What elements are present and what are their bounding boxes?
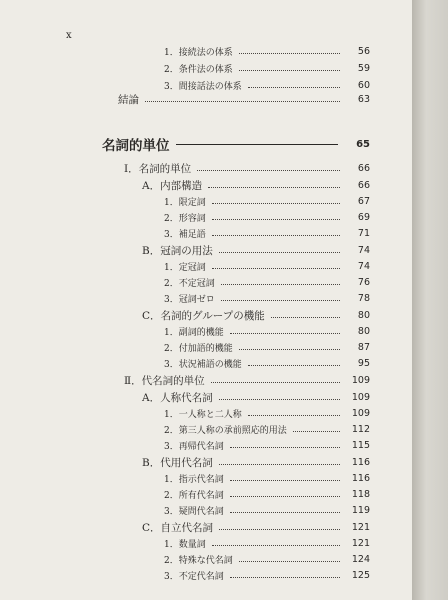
toc-label: 1．数量詞 bbox=[164, 539, 206, 550]
toc-label: 3．不定代名詞 bbox=[164, 571, 224, 582]
toc-page: 109 bbox=[351, 374, 370, 386]
toc-label: 2．特殊な代名詞 bbox=[164, 555, 233, 566]
toc-page: 63 bbox=[357, 93, 370, 105]
toc-entry bbox=[164, 471, 370, 485]
toc-label: A．内部構造 bbox=[142, 179, 203, 192]
toc-label: 2．形容詞 bbox=[164, 213, 206, 224]
toc-page: 121 bbox=[351, 537, 370, 549]
toc-page: 87 bbox=[357, 341, 370, 353]
toc-page: 121 bbox=[351, 521, 370, 533]
toc-entry bbox=[164, 226, 370, 240]
leader-dots bbox=[197, 170, 340, 171]
toc-page: 80 bbox=[357, 309, 370, 321]
toc-label: 1．限定詞 bbox=[164, 197, 206, 208]
leader-dots bbox=[230, 577, 340, 578]
leader-dots bbox=[221, 300, 340, 301]
toc-page: 109 bbox=[351, 407, 370, 419]
leader-dots bbox=[221, 284, 340, 285]
toc-label: 結論 bbox=[118, 93, 139, 106]
leader-dots bbox=[219, 252, 340, 253]
toc-entry bbox=[164, 536, 370, 550]
toc-page: 115 bbox=[351, 439, 370, 451]
toc-entry bbox=[164, 438, 370, 452]
toc-page: 74 bbox=[357, 244, 370, 256]
leader-dots bbox=[219, 529, 340, 530]
leader-dots bbox=[271, 317, 340, 318]
toc-label: 2．条件法の体系 bbox=[164, 64, 233, 75]
toc-page: 124 bbox=[351, 553, 370, 565]
toc-label: 1．一人称と二人称 bbox=[164, 409, 242, 420]
toc-label: 3．冠詞ゼロ bbox=[164, 294, 215, 305]
toc-label: 2．所有代名詞 bbox=[164, 490, 224, 501]
leader-dots bbox=[212, 203, 340, 204]
toc-subsection bbox=[142, 243, 370, 257]
leader-dots bbox=[219, 399, 340, 400]
leader-dots bbox=[239, 349, 340, 350]
toc-page: 66 bbox=[357, 162, 370, 174]
leader-dots bbox=[230, 496, 340, 497]
toc-subsection bbox=[142, 520, 370, 534]
toc-entry bbox=[164, 487, 370, 501]
toc-entry bbox=[164, 194, 370, 208]
toc-page: 125 bbox=[351, 569, 370, 581]
toc-section bbox=[124, 373, 370, 387]
toc-entry bbox=[164, 568, 370, 582]
toc-label: C．名詞的グループの機能 bbox=[142, 309, 265, 322]
leader-dots bbox=[230, 480, 340, 481]
toc-page: 56 bbox=[357, 45, 370, 57]
toc-page: 112 bbox=[351, 423, 370, 435]
toc-label: 3．間接話法の体系 bbox=[164, 81, 242, 92]
toc-entry bbox=[164, 78, 370, 92]
toc-entry bbox=[164, 340, 370, 354]
toc-label: 2．不定冠詞 bbox=[164, 278, 215, 289]
toc-entry bbox=[164, 356, 370, 370]
chapter-rule bbox=[176, 144, 339, 145]
toc-page: 65 bbox=[356, 138, 370, 150]
toc-label: B．冠詞の用法 bbox=[142, 244, 213, 257]
toc-entry bbox=[164, 44, 370, 58]
toc-entry bbox=[164, 61, 370, 75]
toc-page: 71 bbox=[357, 227, 370, 239]
leader-dots bbox=[211, 382, 340, 383]
toc-label: 1．接続法の体系 bbox=[164, 47, 233, 58]
toc-label: Ⅰ．名詞的単位 bbox=[124, 162, 192, 175]
toc-entry bbox=[164, 422, 370, 436]
leader-dots bbox=[145, 101, 340, 102]
toc-page: 119 bbox=[351, 504, 370, 516]
leader-dots bbox=[293, 431, 340, 432]
toc-page: 118 bbox=[351, 488, 370, 500]
toc-entry bbox=[164, 503, 370, 517]
toc-entry bbox=[164, 406, 370, 420]
leader-dots bbox=[230, 447, 340, 448]
toc-page: 69 bbox=[357, 211, 370, 223]
toc-page: 74 bbox=[357, 260, 370, 272]
leader-dots bbox=[248, 415, 340, 416]
chapter-title: 名詞的単位 bbox=[102, 138, 170, 154]
toc-label: Ⅱ．代名詞的単位 bbox=[124, 374, 205, 387]
leader-dots bbox=[230, 333, 340, 334]
toc-label: 3．補足語 bbox=[164, 229, 206, 240]
toc-label: 1．指示代名詞 bbox=[164, 474, 224, 485]
leader-dots bbox=[239, 561, 340, 562]
toc-subsection bbox=[142, 390, 370, 404]
toc-label: A．人称代名詞 bbox=[142, 391, 213, 404]
leader-dots bbox=[212, 235, 340, 236]
toc-label: C．自立代名詞 bbox=[142, 521, 214, 534]
toc-page: 116 bbox=[351, 456, 370, 468]
toc-label: B．代用代名詞 bbox=[142, 456, 213, 469]
toc-subsection bbox=[142, 455, 370, 469]
leader-dots bbox=[208, 187, 340, 188]
toc-page: 66 bbox=[357, 179, 370, 191]
toc-page: 95 bbox=[357, 357, 370, 369]
chapter-heading bbox=[102, 134, 370, 154]
leader-dots bbox=[239, 53, 340, 54]
toc-page: 80 bbox=[357, 325, 370, 337]
toc-label: 3．疑問代名詞 bbox=[164, 506, 224, 517]
book-spine-shadow bbox=[412, 0, 448, 600]
toc-page: 67 bbox=[357, 195, 370, 207]
leader-dots bbox=[212, 219, 340, 220]
toc-label: 1．定冠詞 bbox=[164, 262, 206, 273]
leader-dots bbox=[212, 268, 340, 269]
toc-page: 59 bbox=[357, 62, 370, 74]
toc-page: 109 bbox=[351, 391, 370, 403]
leader-dots bbox=[248, 365, 340, 366]
toc-entry bbox=[164, 291, 370, 305]
leader-dots bbox=[219, 464, 340, 465]
toc-page: 116 bbox=[351, 472, 370, 484]
toc-subsection bbox=[142, 178, 370, 192]
toc-entry bbox=[164, 324, 370, 338]
toc-label: 3．状況補語の機能 bbox=[164, 359, 242, 370]
leader-dots bbox=[230, 512, 340, 513]
toc-entry bbox=[164, 552, 370, 566]
toc-entry bbox=[164, 259, 370, 273]
leader-dots bbox=[239, 70, 340, 71]
toc-label: 2．第三人称の承前照応的用法 bbox=[164, 425, 287, 436]
toc-section bbox=[124, 161, 370, 175]
toc-label: 1．副詞的機能 bbox=[164, 327, 224, 338]
toc-label: 3．再帰代名詞 bbox=[164, 441, 224, 452]
leader-dots bbox=[212, 545, 340, 546]
toc-entry bbox=[164, 275, 370, 289]
toc-entry bbox=[164, 210, 370, 224]
toc-entry bbox=[118, 92, 370, 106]
toc-page: 78 bbox=[357, 292, 370, 304]
page-number: x bbox=[66, 30, 73, 41]
toc-label: 2．付加語的機能 bbox=[164, 343, 233, 354]
leader-dots bbox=[248, 87, 340, 88]
toc-page: 60 bbox=[357, 79, 370, 91]
toc-subsection bbox=[142, 308, 370, 322]
toc-page: 76 bbox=[357, 276, 370, 288]
